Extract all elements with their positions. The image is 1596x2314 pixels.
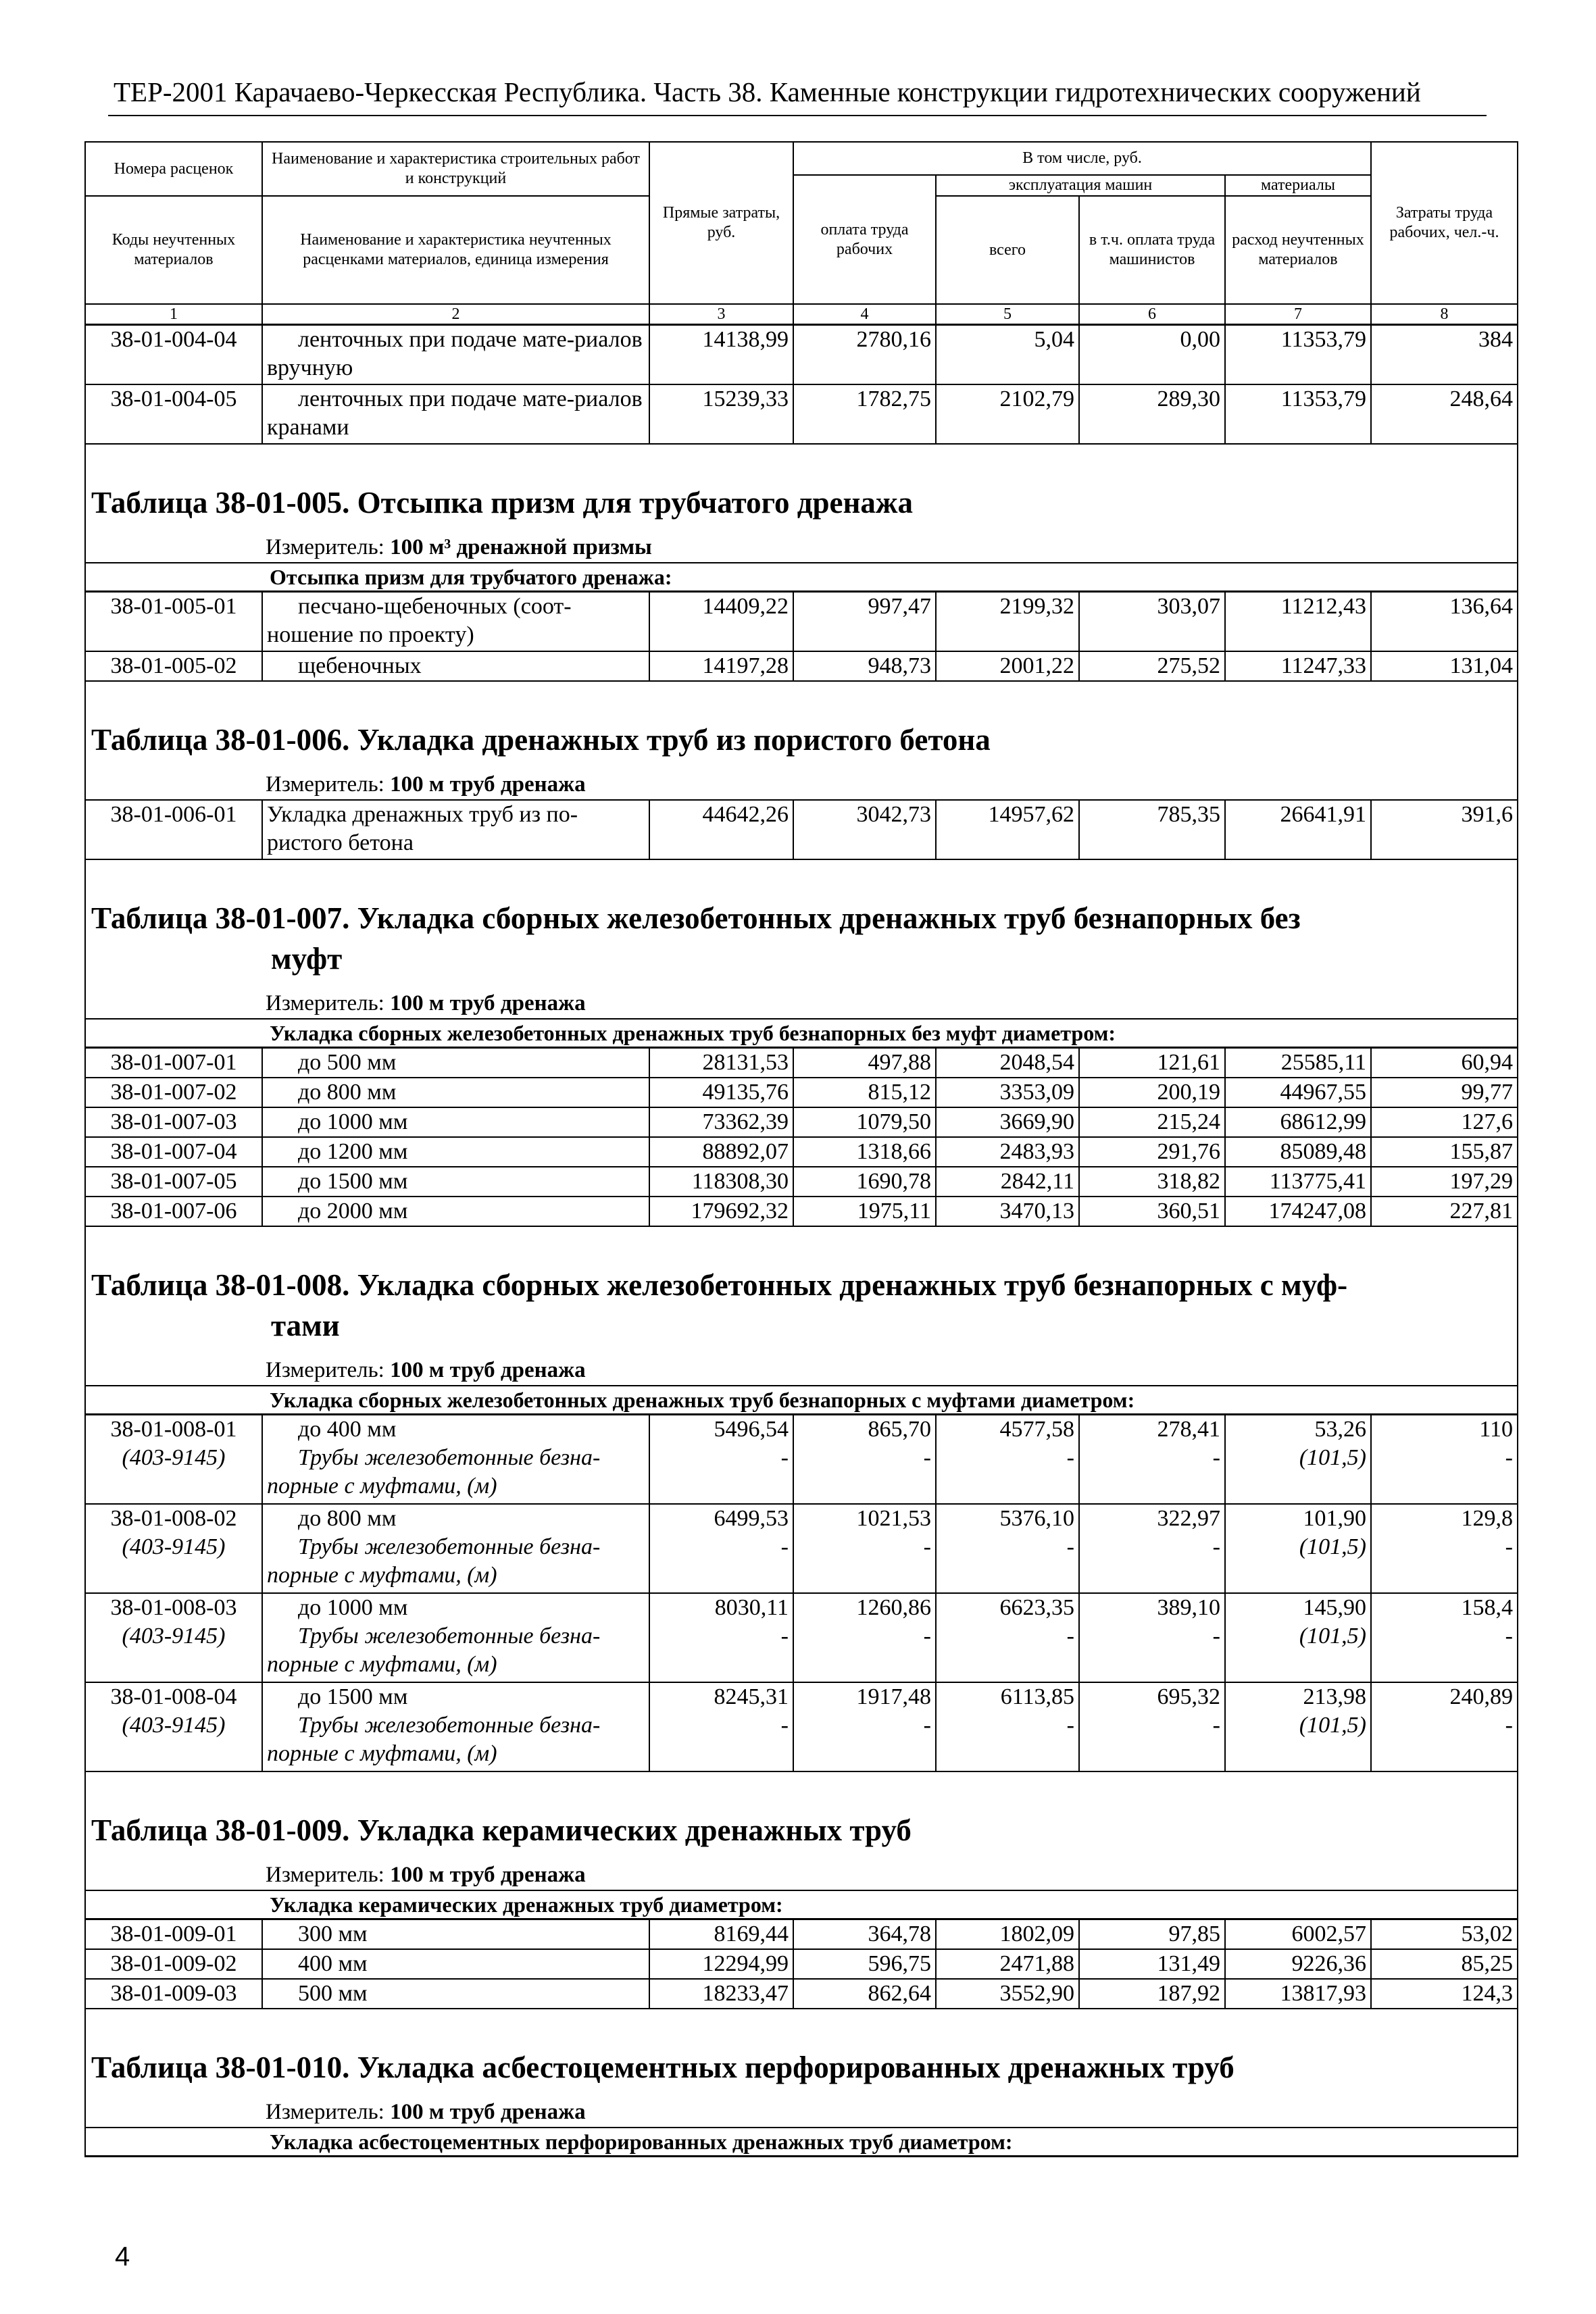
value-cell: 695,32 (1079, 1682, 1225, 1711)
rate-code: 38-01-007-04 (85, 1137, 262, 1167)
header-machines-total: всего (936, 196, 1079, 304)
subheader-row (85, 1019, 1518, 1048)
column-number: 3 (649, 304, 793, 325)
rate-code: 38-01-009-02 (85, 1949, 262, 1979)
item-name: Укладка дренажных труб из по-ристого бетона (262, 800, 649, 859)
value-cell: 318,82 (1079, 1167, 1225, 1197)
header-work-name: Наименование и характеристика строительных работ и конструкций (262, 142, 649, 196)
value-cell: 1318,66 (793, 1137, 936, 1167)
subheader: Укладка асбестоцементных перфорированных дренажных труб диаметром: (85, 2128, 1518, 2157)
value-cell: 187,92 (1079, 1979, 1225, 2009)
table-row (85, 1415, 1518, 1444)
value-cell: 3042,73 (793, 800, 936, 859)
value-cell: 129,8 (1371, 1504, 1518, 1533)
unit-label: Измеритель: (266, 991, 384, 1015)
value-cell: - (936, 1444, 1079, 1504)
value-cell: 3669,90 (936, 1107, 1079, 1137)
value-cell: 360,51 (1079, 1197, 1225, 1226)
value-cell: - (793, 1533, 936, 1593)
unit-of-measure (86, 979, 1517, 1018)
value-cell: - (1371, 1711, 1518, 1771)
table-title-text: Таблица 38-01-005. Отсыпка призм для трубчатого дренажа (91, 486, 914, 520)
unit-of-measure (86, 1346, 1517, 1385)
table-row (85, 651, 1518, 681)
rate-code: 38-01-009-01 (85, 1919, 262, 1950)
value-cell: (101,5) (1225, 1444, 1371, 1504)
table-title-continuation: тами (271, 1309, 340, 1342)
header-material-codes: Коды неучтенных материалов (85, 196, 262, 304)
table-row (85, 325, 1518, 385)
value-cell: 3470,13 (936, 1197, 1079, 1226)
value-cell: - (1371, 1444, 1518, 1504)
item-name: ленточных при подаче мате-риалов кранами (262, 384, 649, 444)
rate-code: 38-01-007-03 (85, 1107, 262, 1137)
table-row (85, 1979, 1518, 2009)
section-header (85, 444, 1518, 563)
value-cell: 145,90 (1225, 1593, 1371, 1622)
section-title-block (85, 859, 1518, 1019)
value-cell: 948,73 (793, 651, 936, 681)
section-header (85, 1226, 1518, 1386)
subheader-row (85, 2128, 1518, 2157)
value-cell: 131,49 (1079, 1949, 1225, 1979)
value-cell: 2048,54 (936, 1048, 1079, 1078)
column-number: 7 (1225, 304, 1371, 325)
value-cell: 6499,53 (649, 1504, 793, 1533)
value-cell: 88892,07 (649, 1137, 793, 1167)
value-cell: 127,6 (1371, 1107, 1518, 1137)
material-row (85, 1711, 1518, 1771)
value-cell: 73362,39 (649, 1107, 793, 1137)
value-cell: - (1371, 1622, 1518, 1682)
item-name: до 1000 мм (262, 1107, 649, 1137)
value-cell: 197,29 (1371, 1167, 1518, 1197)
value-cell: 1021,53 (793, 1504, 936, 1533)
value-cell: 44967,55 (1225, 1078, 1371, 1107)
header-rule (108, 115, 1487, 116)
value-cell: 85089,48 (1225, 1137, 1371, 1167)
item-name: песчано-щебеночных (соот-ношение по проекту) (262, 592, 649, 652)
value-cell: 865,70 (793, 1415, 936, 1444)
value-cell: 174247,08 (1225, 1197, 1371, 1226)
value-cell: (101,5) (1225, 1533, 1371, 1593)
rate-code: 38-01-007-02 (85, 1078, 262, 1107)
value-cell: 596,75 (793, 1949, 936, 1979)
rates-table (84, 141, 1518, 2157)
header-worker-wages: оплата труда рабочих (793, 175, 936, 304)
item-name: щебеночных (262, 651, 649, 681)
table-row (85, 1919, 1518, 1950)
column-number: 6 (1079, 304, 1225, 325)
item-name: 300 мм (262, 1919, 649, 1950)
value-cell: - (1079, 1444, 1225, 1504)
table-row (85, 1078, 1518, 1107)
value-cell: (101,5) (1225, 1622, 1371, 1682)
rate-code: 38-01-005-01 (85, 592, 262, 652)
subheader: Укладка сборных железобетонных дренажных труб безнапорных без муфт диаметром: (85, 1019, 1518, 1048)
rate-code: 38-01-005-02 (85, 651, 262, 681)
value-cell: 3353,09 (936, 1078, 1079, 1107)
value-cell: 384 (1371, 325, 1518, 385)
value-cell: (101,5) (1225, 1711, 1371, 1771)
value-cell: 14138,99 (649, 325, 793, 385)
header-machine-operation: эксплуатация машин (936, 175, 1225, 196)
rate-code: (403-9145) (85, 1444, 262, 1504)
value-cell: 14409,22 (649, 592, 793, 652)
header-rate-numbers: Номера расценок (85, 142, 262, 196)
value-cell: 53,26 (1225, 1415, 1371, 1444)
value-cell: - (649, 1711, 793, 1771)
value-cell: - (793, 1711, 936, 1771)
value-cell: 815,12 (793, 1078, 936, 1107)
item-name: ленточных при подаче мате-риалов вручную (262, 325, 649, 385)
value-cell: 13817,93 (1225, 1979, 1371, 2009)
value-cell: 113775,41 (1225, 1167, 1371, 1197)
value-cell: 2001,22 (936, 651, 1079, 681)
rate-code: 38-01-007-01 (85, 1048, 262, 1078)
value-cell: 2102,79 (936, 384, 1079, 444)
item-name: Трубы железобетонные безна-порные с муфтами, (м) (262, 1622, 649, 1682)
unit-of-measure (86, 523, 1517, 562)
rate-code: 38-01-008-01 (85, 1415, 262, 1444)
material-row (85, 1444, 1518, 1504)
value-cell: 14197,28 (649, 651, 793, 681)
value-cell: - (1079, 1622, 1225, 1682)
table-row (85, 800, 1518, 859)
unit-of-measure (86, 2088, 1517, 2127)
value-cell: 60,94 (1371, 1048, 1518, 1078)
unit-label: Измеритель: (266, 1863, 384, 1887)
item-name: Трубы железобетонные безна-порные с муфтами, (м) (262, 1444, 649, 1504)
value-cell: 121,61 (1079, 1048, 1225, 1078)
material-row (85, 1533, 1518, 1593)
column-number: 4 (793, 304, 936, 325)
value-cell: - (649, 1444, 793, 1504)
value-cell: 6623,35 (936, 1593, 1079, 1622)
value-cell: 11212,43 (1225, 592, 1371, 652)
value-cell: 997,47 (793, 592, 936, 652)
value-cell: - (649, 1533, 793, 1593)
value-cell: 364,78 (793, 1919, 936, 1950)
value-cell: 8030,11 (649, 1593, 793, 1622)
value-cell: 2842,11 (936, 1167, 1079, 1197)
value-cell: 275,52 (1079, 651, 1225, 681)
item-name: Трубы железобетонные безна-порные с муфтами, (м) (262, 1711, 649, 1771)
unit-value: 100 м труб дренажа (390, 772, 586, 797)
item-name: до 2000 мм (262, 1197, 649, 1226)
rate-code: 38-01-008-03 (85, 1593, 262, 1622)
table-title-text: Таблица 38-01-009. Укладка керамических дренажных труб (91, 1813, 912, 1847)
value-cell: 2780,16 (793, 325, 936, 385)
value-cell: 1975,11 (793, 1197, 936, 1226)
value-cell: 110 (1371, 1415, 1518, 1444)
table-title-text: Таблица 38-01-008. Укладка сборных железобетонных дренажных труб безнапорных с муф- (91, 1268, 1348, 1302)
value-cell: 1917,48 (793, 1682, 936, 1711)
rate-code: (403-9145) (85, 1533, 262, 1593)
value-cell: - (1079, 1533, 1225, 1593)
value-cell: 497,88 (793, 1048, 936, 1078)
value-cell: 1782,75 (793, 384, 936, 444)
header-row (85, 142, 1518, 175)
subheader: Укладка керамических дренажных труб диаметром: (85, 1890, 1518, 1919)
section-title-block (85, 444, 1518, 563)
value-cell: 248,64 (1371, 384, 1518, 444)
rate-code: 38-01-009-03 (85, 1979, 262, 2009)
unit-value: 100 м труб дренажа (390, 2100, 586, 2124)
table-title (86, 2009, 1517, 2088)
table-row (85, 1593, 1518, 1622)
value-cell: - (793, 1444, 936, 1504)
value-cell: 99,77 (1371, 1078, 1518, 1107)
table-row (85, 592, 1518, 652)
value-cell: 4577,58 (936, 1415, 1079, 1444)
value-cell: 1079,50 (793, 1107, 936, 1137)
table-title (86, 445, 1517, 523)
value-cell: 303,07 (1079, 592, 1225, 652)
value-cell: 278,41 (1079, 1415, 1225, 1444)
value-cell: 5,04 (936, 325, 1079, 385)
value-cell: 215,24 (1079, 1107, 1225, 1137)
table-title (86, 1772, 1517, 1851)
section-title-block (85, 1771, 1518, 1890)
value-cell: 25585,11 (1225, 1048, 1371, 1078)
table-row (85, 1197, 1518, 1226)
table-row (85, 1167, 1518, 1197)
value-cell: - (1079, 1711, 1225, 1771)
unit-of-measure (86, 760, 1517, 799)
value-cell: 28131,53 (649, 1048, 793, 1078)
table-title-text: Таблица 38-01-010. Укладка асбестоцементных перфорированных дренажных труб (91, 2051, 1235, 2084)
value-cell: 0,00 (1079, 325, 1225, 385)
value-cell: 291,76 (1079, 1137, 1225, 1167)
value-cell: 1802,09 (936, 1919, 1079, 1950)
value-cell: 26641,91 (1225, 800, 1371, 859)
value-cell: 2471,88 (936, 1949, 1079, 1979)
unit-of-measure (86, 1851, 1517, 1890)
value-cell: 322,97 (1079, 1504, 1225, 1533)
value-cell: 240,89 (1371, 1682, 1518, 1711)
value-cell: 389,10 (1079, 1593, 1225, 1622)
subheader-row (85, 1890, 1518, 1919)
item-name: до 1000 мм (262, 1593, 649, 1622)
value-cell: 2483,93 (936, 1137, 1079, 1167)
value-cell: 118308,30 (649, 1167, 793, 1197)
page-number: 4 (115, 2242, 130, 2271)
subheader: Отсыпка призм для трубчатого дренажа: (85, 563, 1518, 592)
value-cell: 155,87 (1371, 1137, 1518, 1167)
item-name: до 1200 мм (262, 1137, 649, 1167)
item-name: Трубы железобетонные безна-порные с муфтами, (м) (262, 1533, 649, 1593)
value-cell: 289,30 (1079, 384, 1225, 444)
table-row (85, 1137, 1518, 1167)
value-cell: 101,90 (1225, 1504, 1371, 1533)
value-cell: 11247,33 (1225, 651, 1371, 681)
item-name: до 1500 мм (262, 1682, 649, 1711)
unit-label: Измеритель: (266, 772, 384, 797)
value-cell: 2199,32 (936, 592, 1079, 652)
item-name: до 800 мм (262, 1078, 649, 1107)
section-title-block (85, 2009, 1518, 2128)
header-direct-costs: Прямые затраты, руб. (649, 142, 793, 304)
unit-value: 100 м труб дренажа (390, 1358, 586, 1382)
table-title-continuation: муфт (271, 942, 343, 976)
value-cell: 53,02 (1371, 1919, 1518, 1950)
item-name: до 1500 мм (262, 1167, 649, 1197)
table-row (85, 384, 1518, 444)
column-number: 8 (1371, 304, 1518, 325)
rate-code: 38-01-004-05 (85, 384, 262, 444)
rate-code: (403-9145) (85, 1622, 262, 1682)
value-cell: 5376,10 (936, 1504, 1079, 1533)
section-header (85, 859, 1518, 1019)
item-name: 500 мм (262, 1979, 649, 2009)
rate-code: 38-01-007-06 (85, 1197, 262, 1226)
value-cell: 85,25 (1371, 1949, 1518, 1979)
value-cell: 179692,32 (649, 1197, 793, 1226)
rate-code: 38-01-006-01 (85, 800, 262, 859)
value-cell: 158,4 (1371, 1593, 1518, 1622)
document-header-title: ТЕР-2001 Карачаево-Черкесская Республика. Часть 38. Каменные конструкции гидротехнических сооружений (114, 76, 1421, 107)
header-materials: материалы (1225, 175, 1371, 196)
value-cell: 1690,78 (793, 1167, 936, 1197)
section-header (85, 681, 1518, 800)
table-title (86, 682, 1517, 760)
subheader-row (85, 563, 1518, 592)
header-including: В том числе, руб. (793, 142, 1371, 175)
section-header (85, 2009, 1518, 2128)
unit-value: 100 м труб дренажа (390, 991, 586, 1015)
table-title (86, 860, 1517, 979)
value-cell: 8245,31 (649, 1682, 793, 1711)
value-cell: 6002,57 (1225, 1919, 1371, 1950)
value-cell: 49135,76 (649, 1078, 793, 1107)
column-number: 1 (85, 304, 262, 325)
value-cell: - (1371, 1533, 1518, 1593)
table-title (86, 1227, 1517, 1346)
value-cell: 3552,90 (936, 1979, 1079, 2009)
unit-label: Измеритель: (266, 535, 384, 559)
item-name: до 800 мм (262, 1504, 649, 1533)
value-cell: 124,3 (1371, 1979, 1518, 2009)
unit-label: Измеритель: (266, 2100, 384, 2124)
section-header (85, 1771, 1518, 1890)
item-name: до 500 мм (262, 1048, 649, 1078)
unit-value: 100 м³ дренажной призмы (390, 535, 652, 559)
value-cell: 44642,26 (649, 800, 793, 859)
unit-label: Измеритель: (266, 1358, 384, 1382)
rate-code: 38-01-004-04 (85, 325, 262, 385)
value-cell: 14957,62 (936, 800, 1079, 859)
header-material-consumption: расход неучтенных материалов (1225, 196, 1371, 304)
rate-code: 38-01-007-05 (85, 1167, 262, 1197)
rate-code: 38-01-008-02 (85, 1504, 262, 1533)
table-row (85, 1949, 1518, 1979)
value-cell: 6113,85 (936, 1682, 1079, 1711)
value-cell: 1260,86 (793, 1593, 936, 1622)
table-title-text: Таблица 38-01-006. Укладка дренажных труб из пористого бетона (91, 723, 991, 757)
material-row (85, 1622, 1518, 1682)
subheader: Укладка сборных железобетонных дренажных труб безнапорных с муфтами диаметром: (85, 1386, 1518, 1415)
subheader-row (85, 1386, 1518, 1415)
value-cell: 15239,33 (649, 384, 793, 444)
column-number: 5 (936, 304, 1079, 325)
value-cell: 9226,36 (1225, 1949, 1371, 1979)
value-cell: 8169,44 (649, 1919, 793, 1950)
value-cell: - (793, 1622, 936, 1682)
rate-code: (403-9145) (85, 1711, 262, 1771)
table-row (85, 1107, 1518, 1137)
item-name: до 400 мм (262, 1415, 649, 1444)
column-numbers-row (85, 304, 1518, 325)
header-labor-hours: Затраты труда рабочих, чел.-ч. (1371, 142, 1518, 304)
value-cell: - (936, 1711, 1079, 1771)
value-cell: 11353,79 (1225, 384, 1371, 444)
value-cell: 227,81 (1371, 1197, 1518, 1226)
rate-code: 38-01-008-04 (85, 1682, 262, 1711)
column-number: 2 (262, 304, 649, 325)
table-row (85, 1504, 1518, 1533)
value-cell: 136,64 (1371, 592, 1518, 652)
value-cell: - (649, 1622, 793, 1682)
value-cell: - (936, 1622, 1079, 1682)
value-cell: 11353,79 (1225, 325, 1371, 385)
value-cell: 862,64 (793, 1979, 936, 2009)
value-cell: 12294,99 (649, 1949, 793, 1979)
section-title-block (85, 1226, 1518, 1386)
table-row (85, 1682, 1518, 1711)
header-operator-wages: в т.ч. оплата труда машинистов (1079, 196, 1225, 304)
value-cell: 97,85 (1079, 1919, 1225, 1950)
section-title-block (85, 681, 1518, 800)
item-name: 400 мм (262, 1949, 649, 1979)
value-cell: 391,6 (1371, 800, 1518, 859)
value-cell: 18233,47 (649, 1979, 793, 2009)
value-cell: 785,35 (1079, 800, 1225, 859)
table-title-text: Таблица 38-01-007. Укладка сборных железобетонных дренажных труб безнапорных без (91, 901, 1301, 935)
value-cell: - (936, 1533, 1079, 1593)
value-cell: 68612,99 (1225, 1107, 1371, 1137)
header-material-name: Наименование и характеристика неучтенных расценками материалов, единица измерения (262, 196, 649, 304)
value-cell: 131,04 (1371, 651, 1518, 681)
unit-value: 100 м труб дренажа (390, 1863, 586, 1887)
value-cell: 200,19 (1079, 1078, 1225, 1107)
value-cell: 213,98 (1225, 1682, 1371, 1711)
value-cell: 5496,54 (649, 1415, 793, 1444)
table-row (85, 1048, 1518, 1078)
